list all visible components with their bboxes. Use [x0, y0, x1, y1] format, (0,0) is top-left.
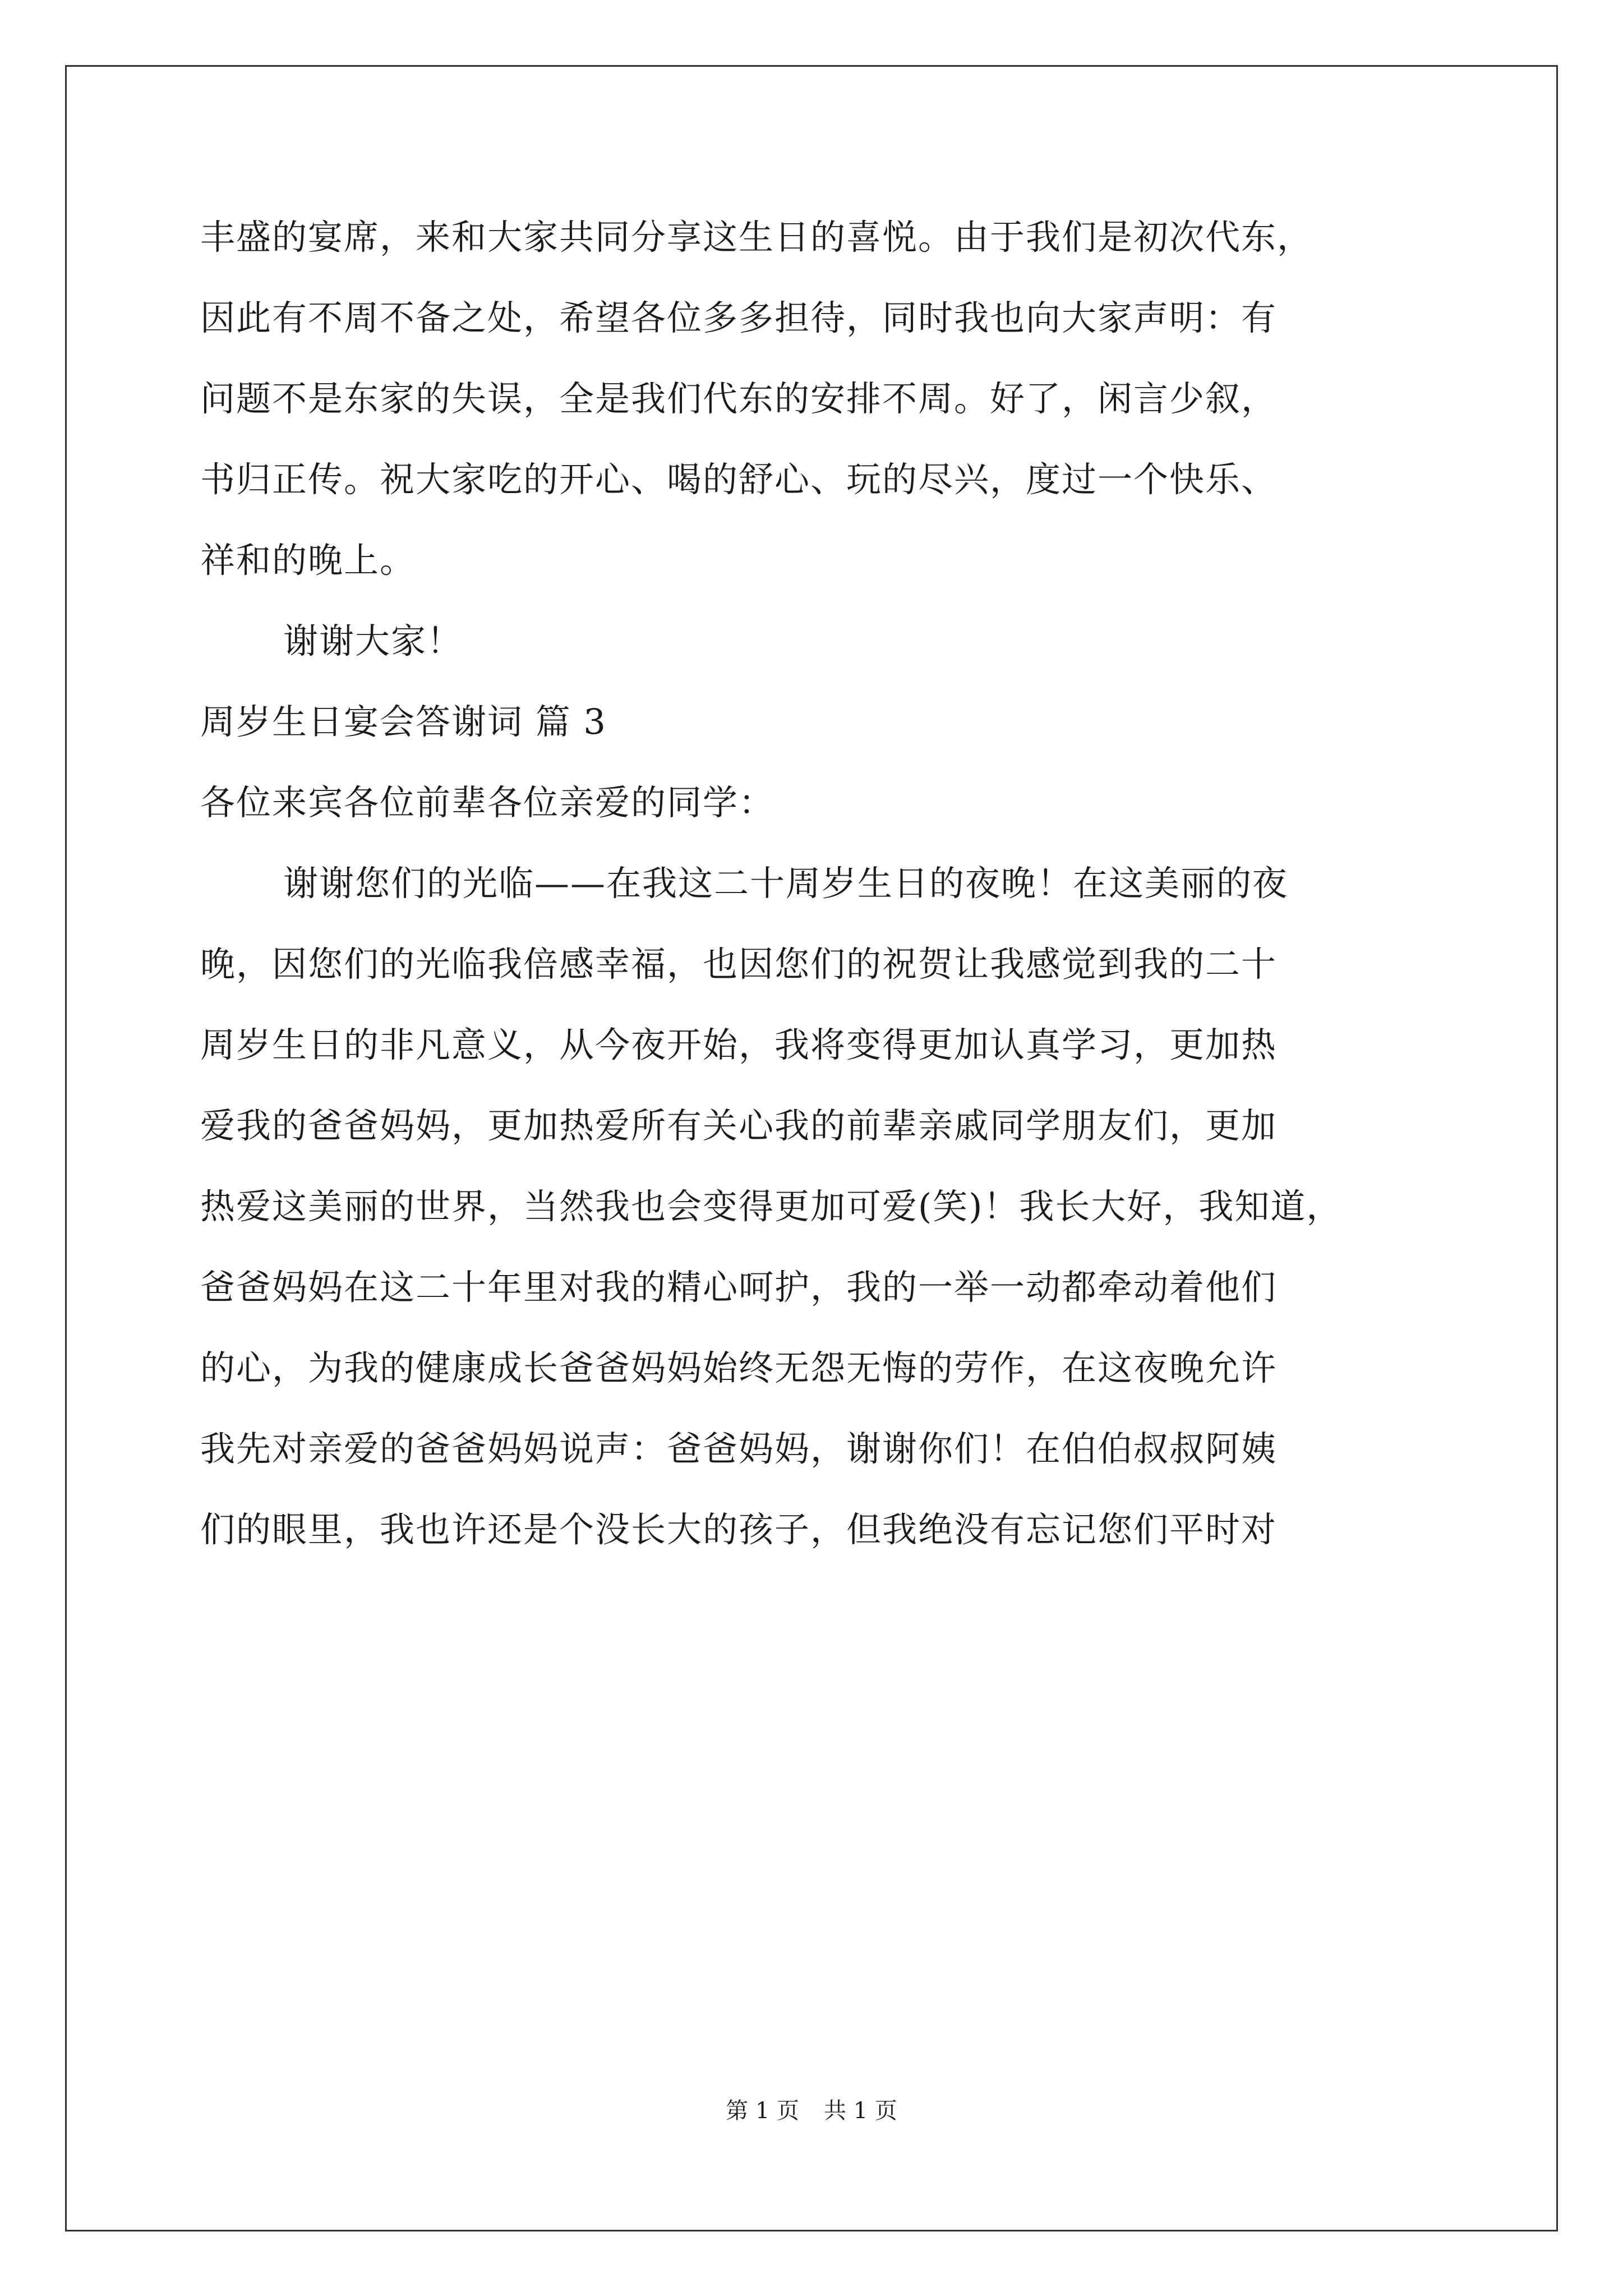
paragraph-line: 爸爸妈妈在这二十年里对我的精心呵护，我的一举一动都牵动着他们 — [200, 1267, 1278, 1308]
paragraph-line: 爱我的爸爸妈妈，更加热爱所有关心我的前辈亲戚同学朋友们，更加 — [200, 1105, 1278, 1146]
paragraph-line: 书归正传。祝大家吃的开心、喝的舒心、玩的尽兴，度过一个快乐、 — [200, 459, 1278, 500]
page-number: 第 1 页 — [726, 2098, 799, 2124]
paragraph-line: 晚，因您们的光临我倍感幸福，也因您们的祝贺让我感觉到我的二十 — [200, 944, 1278, 984]
section-heading: 周岁生日宴会答谢词 篇 3 — [200, 701, 607, 742]
paragraph-line: 热爱这美丽的世界，当然我也会变得更加可爱(笑)！我长大好，我知道， — [200, 1186, 1343, 1227]
paragraph-line: 周岁生日的非凡意义，从今夜开始，我将变得更加认真学习，更加热 — [200, 1024, 1278, 1065]
paragraph-line: 祥和的晚上。 — [200, 540, 416, 581]
paragraph-line: 的心，为我的健康成长爸爸妈妈始终无怨无悔的劳作，在这夜晚允许 — [200, 1347, 1278, 1388]
page-total: 共 1 页 — [824, 2098, 897, 2124]
page-footer — [0, 2097, 1623, 2125]
paragraph-line: 我先对亲爱的爸爸妈妈说声：爸爸妈妈，谢谢你们！在伯伯叔叔阿姨 — [200, 1428, 1278, 1469]
paragraph-line: 谢谢您们的光临——在我这二十周岁生日的夜晚！在这美丽的夜 — [283, 863, 1289, 904]
salutation: 各位来宾各位前辈各位亲爱的同学： — [200, 782, 775, 823]
paragraph-line: 问题不是东家的失误，全是我们代东的安排不周。好了，闲言少叙， — [200, 378, 1278, 419]
closing-thanks: 谢谢大家！ — [283, 620, 463, 661]
paragraph-line: 因此有不周不备之处，希望各位多多担待，同时我也向大家声明：有 — [200, 297, 1278, 338]
paragraph-line: 丰盛的宴席，来和大家共同分享这生日的喜悦。由于我们是初次代东， — [200, 217, 1313, 257]
paragraph-line: 们的眼里，我也许还是个没长大的孩子，但我绝没有忘记您们平时对 — [200, 1509, 1278, 1550]
